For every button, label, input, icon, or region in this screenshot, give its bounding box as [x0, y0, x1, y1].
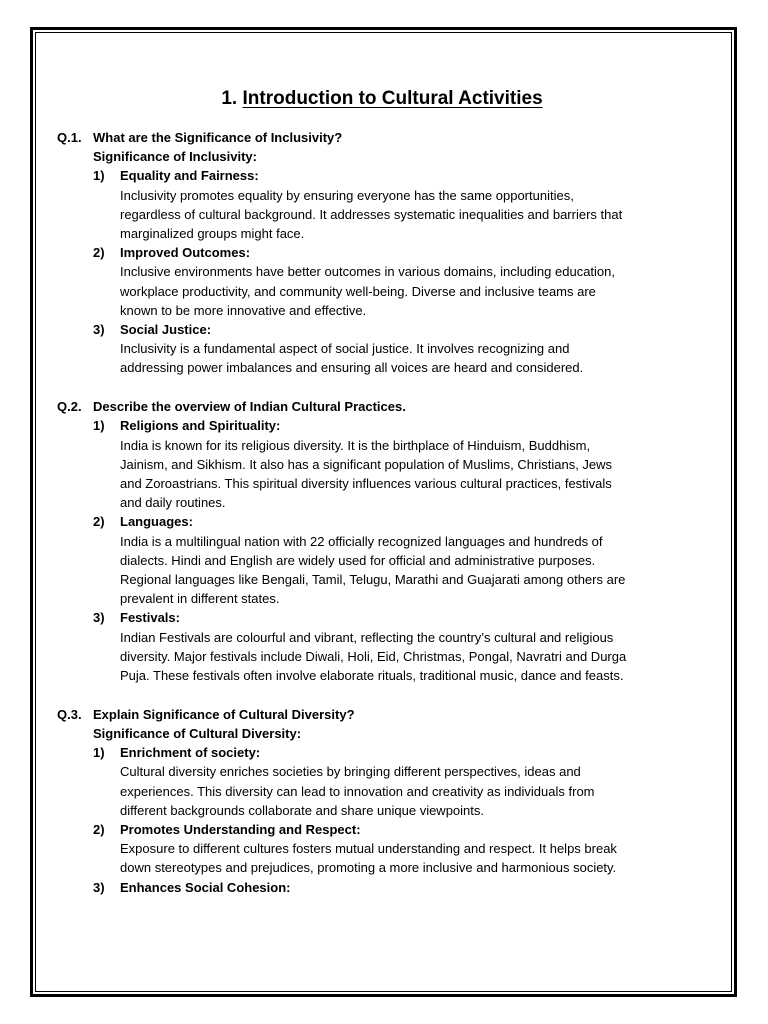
paragraph-line: Indian Festivals are colourful and vibrant, reflecting the country’s cultural and religious [120, 629, 614, 645]
list-item-number: 2) [93, 245, 105, 261]
paragraph-line: Inclusivity is a fundamental aspect of social justice. It involves recognizing and [120, 341, 570, 357]
paragraph-line: and daily routines. [120, 495, 226, 511]
list-item-heading [57, 320, 687, 339]
question-section-2 [57, 397, 687, 685]
list-item-title: Social Justice: [120, 322, 212, 338]
list-item-number: 1) [93, 418, 105, 434]
paragraph-line: Exposure to different cultures fosters mutual understanding and respect. It helps break [120, 841, 617, 857]
paragraph-line: prevalent in different states. [120, 591, 280, 607]
list-item-heading [57, 820, 687, 839]
paragraph-line: India is a multilingual nation with 22 officially recognized languages and hundreds of [120, 533, 603, 549]
paragraph-line: workplace productivity, and community well-being. Diverse and inclusive teams are [120, 283, 596, 299]
section-spacer [57, 378, 687, 398]
question-text: Describe the overview of Indian Cultural Practices. [93, 399, 406, 415]
question-section-3 [57, 705, 687, 897]
paragraph-line: addressing power imbalances and ensuring all voices are heard and considered. [120, 360, 584, 376]
question-number: Q.1. [57, 130, 82, 145]
list-item-heading [57, 743, 687, 762]
list-item-number: 1) [93, 168, 105, 184]
list-item-title: Enrichment of society: [120, 745, 261, 761]
question-heading [57, 397, 687, 416]
paragraph-line: India is known for its religious diversity. It is the birthplace of Hinduism, Buddhism, [120, 437, 591, 453]
paragraph-line: Inclusivity promotes equality by ensuring everyone has the same opportunities, [120, 187, 574, 203]
paragraph-line: different backgrounds collaborate and share unique viewpoints. [120, 802, 484, 818]
answer-subheading: Significance of Inclusivity: [93, 149, 257, 165]
list-item-number: 1) [93, 745, 105, 761]
title-number: 1. [221, 88, 238, 109]
paragraph-line: regardless of cultural background. It addresses systematic inequalities and barriers that [120, 206, 623, 222]
paragraph-line: down stereotypes and prejudices, promoting a more inclusive and harmonious society. [120, 860, 617, 876]
paragraph-line: Jainism, and Sikhism. It also has a significant population of Muslims, Christians, Jews [120, 456, 613, 472]
list-item-heading [57, 512, 687, 531]
list-item-title: Equality and Fairness: [120, 168, 259, 184]
question-text: What are the Significance of Inclusivity? [93, 130, 343, 145]
list-item-heading [57, 878, 687, 897]
list-item-number: 3) [93, 879, 105, 895]
section-spacer [57, 685, 687, 705]
list-item-number: 2) [93, 821, 105, 837]
list-item-number: 3) [93, 322, 105, 338]
page-title [57, 88, 687, 110]
question-heading [57, 705, 687, 724]
list-item-title: Promotes Understanding and Respect: [120, 821, 361, 837]
list-item-title: Languages: [120, 514, 193, 530]
list-item-heading [57, 166, 687, 185]
list-item-heading [57, 416, 687, 435]
paragraph-line: dialects. Hindi and English are widely used for official and administrative purposes. [120, 552, 596, 568]
paragraph-line: Inclusive environments have better outcomes in various domains, including education, [120, 264, 615, 280]
paragraph-line: experiences. This diversity can lead to innovation and creativity as individuals from [120, 783, 595, 799]
title-text: Introduction to Cultural Activities [242, 88, 543, 109]
list-item-heading [57, 243, 687, 262]
list-item-title: Religions and Spirituality: [120, 418, 281, 434]
paragraph-line: marginalized groups might face. [120, 226, 305, 242]
list-item-number: 2) [93, 514, 105, 530]
question-number: Q.2. [57, 399, 82, 415]
paragraph-line: Puja. These festivals often involve elaborate rituals, traditional music, dance and feasts. [120, 667, 624, 683]
question-text: Explain Significance of Cultural Diversity? [93, 706, 355, 722]
document-content [57, 88, 687, 897]
list-item-title: Festivals: [120, 610, 180, 626]
question-heading [57, 128, 687, 147]
paragraph-line: Regional languages like Bengali, Tamil, Telugu, Marathi and Guajarati among others are [120, 571, 626, 587]
list-item-title: Enhances Social Cohesion: [120, 879, 291, 895]
paragraph-line: and Zoroastrians. This spiritual diversity influences various cultural practices, festivals [120, 475, 612, 491]
questions-container [57, 128, 687, 897]
paragraph-line: known to be more innovative and effective. [120, 302, 367, 318]
paragraph-line: diversity. Major festivals include Diwali, Holi, Eid, Christmas, Pongal, Navratri and Durga [120, 648, 627, 664]
list-item-title: Improved Outcomes: [120, 245, 251, 261]
question-section-1 [57, 128, 687, 378]
answer-subheading: Significance of Cultural Diversity: [93, 725, 302, 741]
question-number: Q.3. [57, 706, 82, 722]
list-item-number: 3) [93, 610, 105, 626]
paragraph-line: Cultural diversity enriches societies by bringing different perspectives, ideas and [120, 764, 581, 780]
list-item-heading [57, 608, 687, 627]
